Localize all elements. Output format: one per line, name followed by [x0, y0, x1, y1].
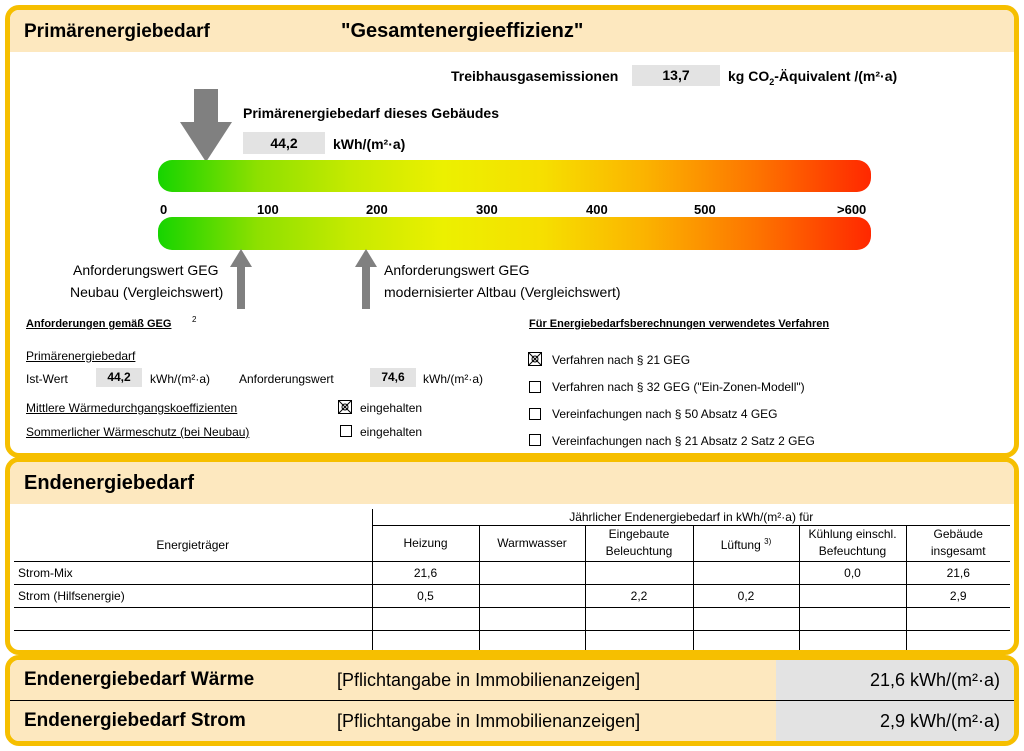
header-top — [372, 509, 1010, 525]
col-gesamt-label-2: insgesamt — [930, 544, 986, 558]
summary-panel — [5, 655, 1019, 746]
row-lueftung — [693, 630, 799, 653]
verfahren-option-2: Verfahren nach § 32 GEG ("Ein-Zonen-Modell") — [552, 380, 805, 394]
row-gesamt: 2,9 — [906, 584, 1010, 607]
verfahren-title: Für Energiebedarfsberechnungen verwendetes Verfahren — [529, 318, 830, 330]
row-beleuchtung — [585, 607, 693, 630]
table-row — [14, 607, 1010, 630]
verfahren-checkbox-4[interactable] — [529, 434, 541, 446]
col-carrier-label: Energieträger — [156, 537, 230, 552]
col-lueftung — [693, 525, 799, 561]
col-kuehlung-label-1: Kühlung einschl. — [808, 527, 897, 541]
row-kuehlung — [799, 584, 906, 607]
ist-unit: kWh/(m²·a) — [150, 372, 210, 386]
col-gesamt-label-1: Gebäude — [933, 527, 983, 541]
endenergie-panel — [5, 457, 1019, 655]
primaerenergie-panel — [5, 5, 1019, 458]
row-gesamt: 21,6 — [906, 561, 1010, 584]
ghg-value: 13,7 — [632, 65, 720, 86]
gesamtenergieeffizienz-title: "Gesamtenergieeffizienz" — [341, 20, 584, 42]
verfahren-option-4: Vereinfachungen nach § 21 Absatz 2 Satz 2 GEG — [552, 434, 815, 448]
table-row — [14, 561, 1010, 584]
col-beleuchtung-label-1: Eingebaute — [608, 527, 670, 541]
scale-tick-500: 500 — [694, 202, 716, 217]
sommer-status: eingehalten — [360, 425, 423, 439]
row-beleuchtung — [585, 561, 693, 584]
sommer-checkbox[interactable] — [340, 425, 352, 437]
row-heizung: 21,6 — [372, 561, 479, 584]
col-lueftung-sup: 3) — [764, 536, 772, 546]
col-kuehlung-label-2: Befeuchtung — [818, 544, 887, 558]
scale-tick-400: 400 — [586, 202, 608, 217]
summary-waerme-note: [Pflichtangabe in Immobilienanzeigen] — [337, 670, 641, 690]
row-carrier — [14, 607, 372, 630]
ghg-unit-post: -Äquivalent /(m²·a) — [774, 68, 898, 84]
primaerenergie-header — [10, 10, 1014, 52]
ghg-unit-sub: 2 — [769, 76, 775, 87]
endenergie-table — [14, 509, 1010, 653]
row-warmwasser — [479, 561, 585, 584]
summary-row-waerme — [10, 660, 1014, 700]
row-warmwasser — [479, 607, 585, 630]
ist-value: 44,2 — [96, 368, 142, 387]
row-gesamt — [906, 630, 1010, 653]
verfahren-checkbox-1[interactable] — [528, 352, 542, 366]
scale-tick-0: 0 — [160, 202, 168, 217]
row-carrier: Strom-Mix — [14, 561, 372, 584]
summary-strom-title: Endenergiebedarf Strom — [24, 710, 246, 731]
table-row — [14, 584, 1010, 607]
endenergie-header — [10, 462, 1014, 504]
endenergie-title: Endenergiebedarf — [24, 472, 195, 494]
anforderungen-title-sup: 2 — [192, 315, 197, 324]
primaerenergie-title: Primärenergiebedarf — [24, 21, 210, 42]
ghg-unit — [728, 68, 897, 87]
row-warmwasser — [479, 584, 585, 607]
row-heizung — [372, 607, 479, 630]
row-warmwasser — [479, 630, 585, 653]
row-heizung: 0,5 — [372, 584, 479, 607]
table-header-top — [14, 509, 1010, 525]
ghg-unit-pre: kg CO — [728, 68, 770, 84]
summary-strom-note: [Pflichtangabe in Immobilienanzeigen] — [337, 711, 641, 731]
scale-bar-top — [158, 160, 871, 192]
col-warmwasser — [479, 525, 585, 561]
summary-waerme-value: 21,6 kWh/(m²·a) — [776, 660, 1014, 700]
verfahren-checkbox-2[interactable] — [529, 381, 541, 393]
row-beleuchtung: 2,2 — [585, 584, 693, 607]
scale-tick-600: >600 — [837, 202, 867, 217]
scale-tick-300: 300 — [476, 202, 498, 217]
building-unit: kWh/(m²·a) — [333, 136, 406, 152]
req-old-line1: Anforderungswert GEG — [384, 262, 530, 278]
req-old-line2: modernisierter Altbau (Vergleichswert) — [384, 284, 621, 300]
row-lueftung — [693, 561, 799, 584]
ist-label: Ist-Wert — [26, 372, 68, 386]
row-lueftung: 0,2 — [693, 584, 799, 607]
verfahren-option-3: Vereinfachungen nach § 50 Absatz 4 GEG — [552, 407, 778, 421]
anf-unit: kWh/(m²·a) — [423, 372, 483, 386]
row-kuehlung — [799, 607, 906, 630]
anforderungen-title-text: Anforderungen gemäß GEG — [26, 318, 172, 330]
col-kuehlung — [799, 525, 906, 561]
waerme-status: eingehalten — [360, 401, 423, 415]
col-carrier — [14, 509, 372, 561]
col-beleuchtung — [585, 525, 693, 561]
row-gesamt — [906, 607, 1010, 630]
primaer-subtitle: Primärenergiebedarf — [26, 349, 136, 363]
summary-row-strom — [10, 701, 1014, 741]
verfahren-option-1: Verfahren nach § 21 GEG — [552, 353, 691, 367]
waerme-checkbox[interactable] — [338, 400, 352, 414]
col-heizung-label: Heizung — [403, 535, 448, 550]
sommer-label: Sommerlicher Wärmeschutz (bei Neubau) — [26, 425, 250, 439]
scale-tick-100: 100 — [257, 202, 279, 217]
summary-strom-value: 2,9 kWh/(m²·a) — [776, 701, 1014, 741]
row-heizung — [372, 630, 479, 653]
row-kuehlung: 0,0 — [799, 561, 906, 584]
verfahren-checkbox-3[interactable] — [529, 408, 541, 420]
table-row — [14, 630, 1010, 653]
anf-value: 74,6 — [370, 368, 416, 387]
req-new-arrow-icon — [230, 249, 252, 309]
col-beleuchtung-label-2: Beleuchtung — [605, 544, 673, 558]
row-beleuchtung — [585, 630, 693, 653]
scale-bar-bottom — [158, 217, 871, 250]
building-value-arrow-icon — [180, 89, 232, 162]
col-gesamt — [906, 525, 1010, 561]
req-new-line2: Neubau (Vergleichswert) — [70, 284, 224, 300]
waerme-label: Mittlere Wärmedurchgangskoeffizienten — [26, 401, 238, 415]
col-lueftung-label: Lüftung — [720, 537, 761, 552]
col-heizung — [372, 525, 479, 561]
req-new-line1: Anforderungswert GEG — [73, 262, 219, 278]
ghg-label: Treibhausgasemissionen — [451, 68, 619, 84]
row-kuehlung — [799, 630, 906, 653]
row-lueftung — [693, 607, 799, 630]
scale-tick-200: 200 — [366, 202, 388, 217]
header-top-label: Jährlicher Endenergiebedarf in kWh/(m²·a) für — [569, 509, 814, 524]
anforderungen-title — [26, 318, 171, 330]
building-value: 44,2 — [243, 132, 325, 154]
row-carrier: Strom (Hilfsenergie) — [14, 584, 372, 607]
req-old-arrow-icon — [355, 249, 377, 309]
anf-label: Anforderungswert — [239, 372, 334, 386]
col-warmwasser-label: Warmwasser — [497, 535, 567, 550]
summary-waerme-title: Endenergiebedarf Wärme — [24, 669, 255, 690]
building-label: Primärenergiebedarf dieses Gebäudes — [243, 105, 499, 121]
row-carrier — [14, 630, 372, 653]
